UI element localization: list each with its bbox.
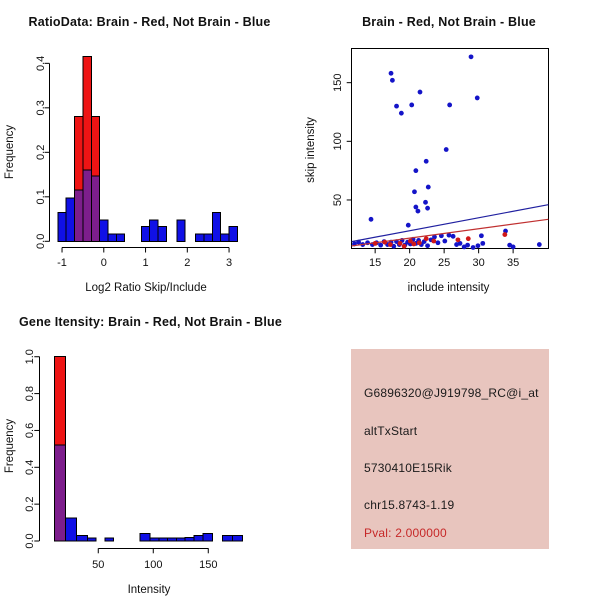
scatter-point-blue xyxy=(444,147,449,152)
hist-bar-blue xyxy=(76,535,87,541)
scatter-point-red xyxy=(424,236,429,241)
scatter-point-blue xyxy=(475,96,480,101)
x-tick-label: 30 xyxy=(472,256,485,269)
hist-bar-blue xyxy=(229,227,237,242)
y-tick-label: 0.8 xyxy=(23,385,36,402)
hist-bar-blue xyxy=(204,234,212,241)
x-tick-label: 2 xyxy=(184,256,191,269)
hist-bar-blue xyxy=(141,227,149,242)
scatter-point-blue xyxy=(426,185,431,190)
scatter-point-red xyxy=(398,241,403,246)
plot-box xyxy=(352,48,549,248)
scatter-point-blue xyxy=(412,189,417,194)
hist-bar-blue xyxy=(168,538,177,541)
scatter-point-blue xyxy=(416,209,421,214)
y-tick-label: 0.2 xyxy=(34,144,47,160)
hist-bar-blue xyxy=(232,535,242,541)
scatter-point-red xyxy=(417,240,422,245)
hist-bar-blue xyxy=(221,234,229,241)
x-tick-label: 150 xyxy=(199,558,218,571)
hist-bar-purple xyxy=(91,176,99,241)
scatter-point-blue xyxy=(465,243,470,248)
scatter-point-blue xyxy=(424,159,429,164)
x-tick-label: 20 xyxy=(403,256,416,269)
y-tick-label: 0.2 xyxy=(23,496,36,512)
hist-bar-blue xyxy=(158,227,166,242)
hist-bar-blue xyxy=(203,533,213,541)
probe-id-text: G6896320@J919798_RC@i_at xyxy=(364,386,539,400)
hist-bar-blue xyxy=(65,518,76,541)
scatter-point-red xyxy=(456,237,461,242)
hist-bar-blue xyxy=(150,220,158,241)
event-type-text: altTxStart xyxy=(364,424,418,438)
scatter-point-red xyxy=(373,241,378,246)
hist-bar-blue xyxy=(185,537,194,541)
scatter-point-red xyxy=(382,240,387,245)
gene-hist-ylabel: Frequency xyxy=(4,418,16,474)
y-tick-label: 0.0 xyxy=(34,233,47,249)
scatter-point-blue xyxy=(413,205,418,210)
scatter-point-blue xyxy=(390,78,395,83)
scatter-point-red xyxy=(402,244,407,249)
hist-bar-blue xyxy=(140,533,150,541)
x-tick-label: 25 xyxy=(438,256,451,269)
x-tick-label: 100 xyxy=(144,558,163,571)
ratio-hist-title: RatioData: Brain - Red, Not Brain - Blue xyxy=(28,15,271,29)
ratio-hist-xlabel: Log2 Ratio Skip/Include xyxy=(85,282,207,294)
scatter-point-blue xyxy=(471,245,476,250)
scatter-point-blue xyxy=(480,241,485,246)
scatter-point-blue xyxy=(447,103,452,108)
scatter-point-blue xyxy=(511,244,516,249)
hist-bar-blue xyxy=(212,212,220,241)
scatter-point-blue xyxy=(451,234,456,239)
scatter-point-blue xyxy=(423,200,428,205)
hist-bar-purple xyxy=(54,445,65,541)
scatter-point-blue xyxy=(394,104,399,109)
scatter-point-blue xyxy=(409,103,414,108)
scatter-ylabel: skip intensity xyxy=(305,117,317,183)
y-tick-label: 150 xyxy=(331,73,344,92)
hist-bar-blue xyxy=(108,234,116,241)
scatter-point-blue xyxy=(436,240,441,245)
scatter-title: Brain - Red, Not Brain - Blue xyxy=(362,15,536,29)
y-tick-label: 0.6 xyxy=(23,422,36,439)
scatter-point-red xyxy=(466,236,471,241)
scatter-point-blue xyxy=(406,223,411,228)
y-tick-label: 0.1 xyxy=(34,189,47,205)
scatter-point-blue xyxy=(442,239,447,244)
y-tick-label: 1.0 xyxy=(23,349,36,365)
scatter-xlabel: include intensity xyxy=(407,282,490,294)
hist-bar-blue xyxy=(177,220,185,241)
hist-bar-blue xyxy=(196,234,204,241)
scatter-point-blue xyxy=(425,243,430,248)
y-tick-label: 0.4 xyxy=(34,55,47,71)
hist-bar-blue xyxy=(66,198,74,241)
y-tick-label: 0.0 xyxy=(23,533,36,549)
hist-bar-blue xyxy=(150,538,159,541)
y-tick-label: 0.3 xyxy=(34,100,47,116)
gene-info-panel xyxy=(351,349,549,549)
x-tick-label: 3 xyxy=(225,256,233,269)
locus-text: chr15.8743-1.19 xyxy=(364,498,455,512)
hist-bar-blue xyxy=(176,538,185,541)
scatter-point-red xyxy=(431,239,436,244)
gene-hist-title: Gene Itensity: Brain - Red, Not Brain - Blue xyxy=(19,315,282,329)
scatter-point-red xyxy=(502,232,507,237)
hist-bar-blue xyxy=(223,535,233,541)
pval-text: Pval: 2.000000 xyxy=(364,526,447,540)
x-tick-label: 35 xyxy=(506,256,520,269)
hist-bar-purple xyxy=(75,190,83,241)
scatter-point-blue xyxy=(476,243,481,248)
gene-name-text: 5730410E15Rik xyxy=(364,461,453,475)
ratio-hist-ylabel: Frequency xyxy=(4,124,16,180)
hist-bar-blue xyxy=(105,538,114,541)
hist-bar-blue xyxy=(58,212,66,241)
x-tick-label: 15 xyxy=(369,256,382,269)
scatter-point-blue xyxy=(537,242,542,247)
hist-bar-blue xyxy=(87,538,96,541)
y-tick-label: 50 xyxy=(331,193,344,207)
scatter-point-blue xyxy=(469,54,474,59)
scatter-point-blue xyxy=(418,90,423,95)
hist-bar-purple xyxy=(83,170,91,241)
hist-bar-blue xyxy=(116,234,124,241)
scatter-point-blue xyxy=(389,71,394,76)
scatter-point-blue xyxy=(369,217,374,222)
x-tick-label: 50 xyxy=(92,558,105,571)
scatter-point-blue xyxy=(399,111,404,116)
hist-bar-blue xyxy=(159,538,168,541)
y-tick-label: 100 xyxy=(331,132,344,151)
y-tick-label: 0.4 xyxy=(23,459,36,475)
hist-bar-blue xyxy=(194,535,203,541)
gene-hist-xlabel: Intensity xyxy=(127,584,171,596)
scatter-point-blue xyxy=(425,206,430,211)
scatter-point-blue xyxy=(479,233,484,238)
x-tick-label: 0 xyxy=(100,256,107,269)
x-tick-label: -1 xyxy=(57,256,67,269)
hist-bar-blue xyxy=(100,220,108,241)
scatter-point-blue xyxy=(378,243,383,248)
scatter-point-blue xyxy=(413,168,418,173)
scatter-point-red xyxy=(411,242,416,247)
x-tick-label: 1 xyxy=(142,256,149,269)
scatter-point-red xyxy=(388,242,393,247)
